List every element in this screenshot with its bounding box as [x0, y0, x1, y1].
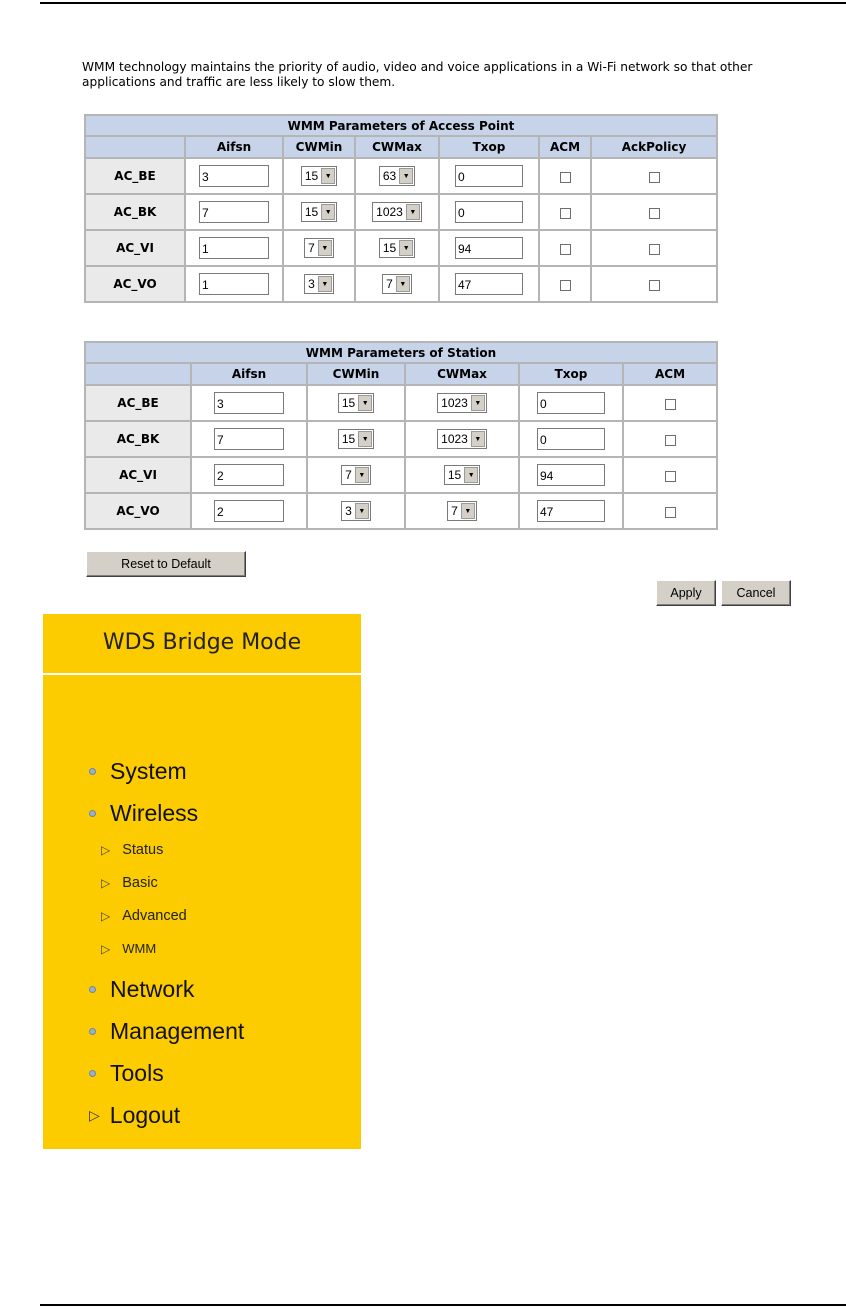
chevron-down-icon: ▼	[318, 240, 332, 256]
ackpolicy-checkbox[interactable]	[649, 172, 660, 183]
aifsn-input[interactable]: 1	[199, 273, 269, 295]
ackpolicy-checkbox[interactable]	[649, 208, 660, 219]
bottom-rule	[40, 1304, 846, 1306]
cwmax-select[interactable]: 1023 ▼	[437, 393, 487, 413]
triangle-right-icon: ▷	[89, 1107, 100, 1123]
txop-input[interactable]: 94	[455, 237, 523, 259]
acm-checkbox[interactable]	[560, 172, 571, 183]
row-label: AC_VI	[86, 231, 184, 265]
apply-button[interactable]: Apply	[656, 580, 716, 606]
cwmin-select[interactable]: 7 ▼	[341, 465, 371, 485]
ap-table-title: WMM Parameters of Access Point	[86, 116, 716, 135]
txop-input[interactable]: 47	[537, 500, 605, 522]
triangle-right-icon: ▷	[101, 876, 111, 890]
chevron-down-icon: ▼	[396, 276, 410, 292]
cwmin-select[interactable]: 15 ▼	[301, 166, 337, 186]
ap-wmm-table	[84, 114, 718, 303]
bullet-icon	[89, 986, 96, 993]
header-cwmin: CWMin	[284, 137, 354, 157]
table-row	[86, 494, 716, 528]
ackpolicy-checkbox[interactable]	[649, 244, 660, 255]
cwmax-select[interactable]: 15 ▼	[444, 465, 480, 485]
cwmax-select[interactable]: 7 ▼	[382, 274, 412, 294]
header-acm: ACM	[624, 364, 716, 384]
table-row	[86, 422, 716, 456]
sidebar-item-system[interactable]	[89, 758, 187, 785]
sidebar-item-wireless[interactable]	[89, 800, 198, 827]
row-label: AC_VO	[86, 267, 184, 301]
header-txop: Txop	[440, 137, 538, 157]
chevron-down-icon: ▼	[358, 395, 372, 411]
sidebar-item-logout[interactable]	[89, 1102, 180, 1129]
cwmin-select[interactable]: 15 ▼	[338, 429, 374, 449]
aifsn-input[interactable]: 3	[214, 392, 284, 414]
cancel-button[interactable]: Cancel	[721, 580, 791, 606]
station-wmm-table	[84, 341, 718, 530]
header-cwmin: CWMin	[308, 364, 404, 384]
aifsn-input[interactable]: 1	[199, 237, 269, 259]
sidebar-item-advanced[interactable]	[101, 908, 187, 924]
row-label: AC_BK	[86, 195, 184, 229]
cwmin-select[interactable]: 3 ▼	[304, 274, 334, 294]
table-row	[86, 267, 716, 301]
chevron-down-icon: ▼	[471, 431, 485, 447]
chevron-down-icon: ▼	[399, 168, 413, 184]
chevron-down-icon: ▼	[464, 467, 478, 483]
sidebar-item-label: Status	[122, 842, 164, 858]
header-cwmax: CWMax	[356, 137, 438, 157]
chevron-down-icon: ▼	[321, 168, 335, 184]
cwmin-select[interactable]: 15 ▼	[338, 393, 374, 413]
header-aifsn: Aifsn	[192, 364, 306, 384]
table-row	[86, 195, 716, 229]
row-label: AC_VI	[86, 458, 190, 492]
sidebar-item-management[interactable]	[89, 1018, 244, 1045]
txop-input[interactable]: 0	[455, 165, 523, 187]
header-txop: Txop	[520, 364, 622, 384]
table-row	[86, 231, 716, 265]
header-acm: ACM	[540, 137, 590, 157]
chevron-down-icon: ▼	[355, 503, 369, 519]
sidebar-item-basic[interactable]	[101, 875, 158, 891]
row-label: AC_BE	[86, 159, 184, 193]
txop-input[interactable]: 47	[455, 273, 523, 295]
sidebar-item-tools[interactable]	[89, 1060, 164, 1087]
header-aifsn: Aifsn	[186, 137, 282, 157]
chevron-down-icon: ▼	[399, 240, 413, 256]
acm-checkbox[interactable]	[560, 244, 571, 255]
row-label: AC_BK	[86, 422, 190, 456]
station-table-title: WMM Parameters of Station	[86, 343, 716, 362]
acm-checkbox[interactable]	[665, 507, 676, 518]
table-row	[86, 386, 716, 420]
acm-checkbox[interactable]	[560, 280, 571, 291]
sidebar-item-label: Logout	[109, 1102, 181, 1128]
triangle-right-icon: ▷	[101, 909, 111, 923]
sidebar-item-label: Tools	[110, 1060, 164, 1086]
ackpolicy-checkbox[interactable]	[649, 280, 660, 291]
sidebar-divider	[43, 673, 361, 675]
bullet-icon	[89, 768, 96, 775]
txop-input[interactable]: 0	[455, 201, 523, 223]
acm-checkbox[interactable]	[665, 471, 676, 482]
chevron-down-icon: ▼	[471, 395, 485, 411]
chevron-down-icon: ▼	[318, 276, 332, 292]
header-ackpolicy: AckPolicy	[592, 137, 716, 157]
sidebar-item-network[interactable]	[89, 976, 194, 1003]
cwmin-select[interactable]: 7 ▼	[304, 238, 334, 258]
cwmax-select[interactable]: 1023 ▼	[437, 429, 487, 449]
aifsn-input[interactable]: 3	[199, 165, 269, 187]
bullet-icon	[89, 1028, 96, 1035]
header-cwmax: CWMax	[406, 364, 518, 384]
table-row	[86, 458, 716, 492]
aifsn-input[interactable]: 7	[199, 201, 269, 223]
cwmax-select[interactable]: 1023 ▼	[372, 202, 422, 222]
top-rule	[40, 2, 846, 4]
triangle-right-icon: ▷	[101, 941, 111, 956]
sidebar-item-label: Wireless	[110, 800, 199, 826]
triangle-right-icon: ▷	[101, 843, 111, 857]
chevron-down-icon: ▼	[355, 467, 369, 483]
sidebar-item-wmm[interactable]	[101, 941, 156, 956]
sidebar-item-label: Network	[110, 976, 195, 1002]
aifsn-input[interactable]: 2	[214, 464, 284, 486]
aifsn-input[interactable]: 2	[214, 500, 284, 522]
chevron-down-icon: ▼	[461, 503, 475, 519]
sidebar-item-status[interactable]	[101, 842, 163, 858]
cwmin-select[interactable]: 15 ▼	[301, 202, 337, 222]
sidebar-item-label: Advanced	[122, 908, 187, 924]
cwmin-select[interactable]: 3 ▼	[341, 501, 371, 521]
sidebar-item-label: System	[110, 758, 187, 784]
sidebar-menu	[43, 614, 361, 1149]
acm-checkbox[interactable]	[560, 208, 571, 219]
row-label: AC_BE	[86, 386, 190, 420]
bullet-icon	[89, 1070, 96, 1077]
sidebar-item-label: WMM	[122, 941, 157, 956]
table-row	[86, 159, 716, 193]
cwmax-select[interactable]: 15 ▼	[379, 238, 415, 258]
acm-checkbox[interactable]	[665, 435, 676, 446]
sidebar-item-label: Management	[110, 1018, 245, 1044]
wmm-description: WMM technology maintains the priority of audio, video and voice applications in a Wi-Fi network so that other applications and traffic are less likely to slow them.	[82, 60, 753, 89]
header-blank	[86, 364, 190, 384]
aifsn-input[interactable]: 7	[214, 428, 284, 450]
chevron-down-icon: ▼	[406, 204, 420, 220]
bullet-icon	[89, 810, 96, 817]
txop-input[interactable]: 94	[537, 464, 605, 486]
sidebar-title: WDS Bridge Mode	[102, 629, 302, 655]
reset-to-default-button[interactable]: Reset to Default	[86, 551, 246, 577]
sidebar-item-label: Basic	[122, 875, 158, 891]
acm-checkbox[interactable]	[665, 399, 676, 410]
chevron-down-icon: ▼	[321, 204, 335, 220]
chevron-down-icon: ▼	[358, 431, 372, 447]
txop-input[interactable]: 0	[537, 428, 605, 450]
row-label: AC_VO	[86, 494, 190, 528]
cwmax-select[interactable]: 7 ▼	[447, 501, 477, 521]
header-blank	[86, 137, 184, 157]
txop-input[interactable]: 0	[537, 392, 605, 414]
cwmax-select[interactable]: 63 ▼	[379, 166, 415, 186]
